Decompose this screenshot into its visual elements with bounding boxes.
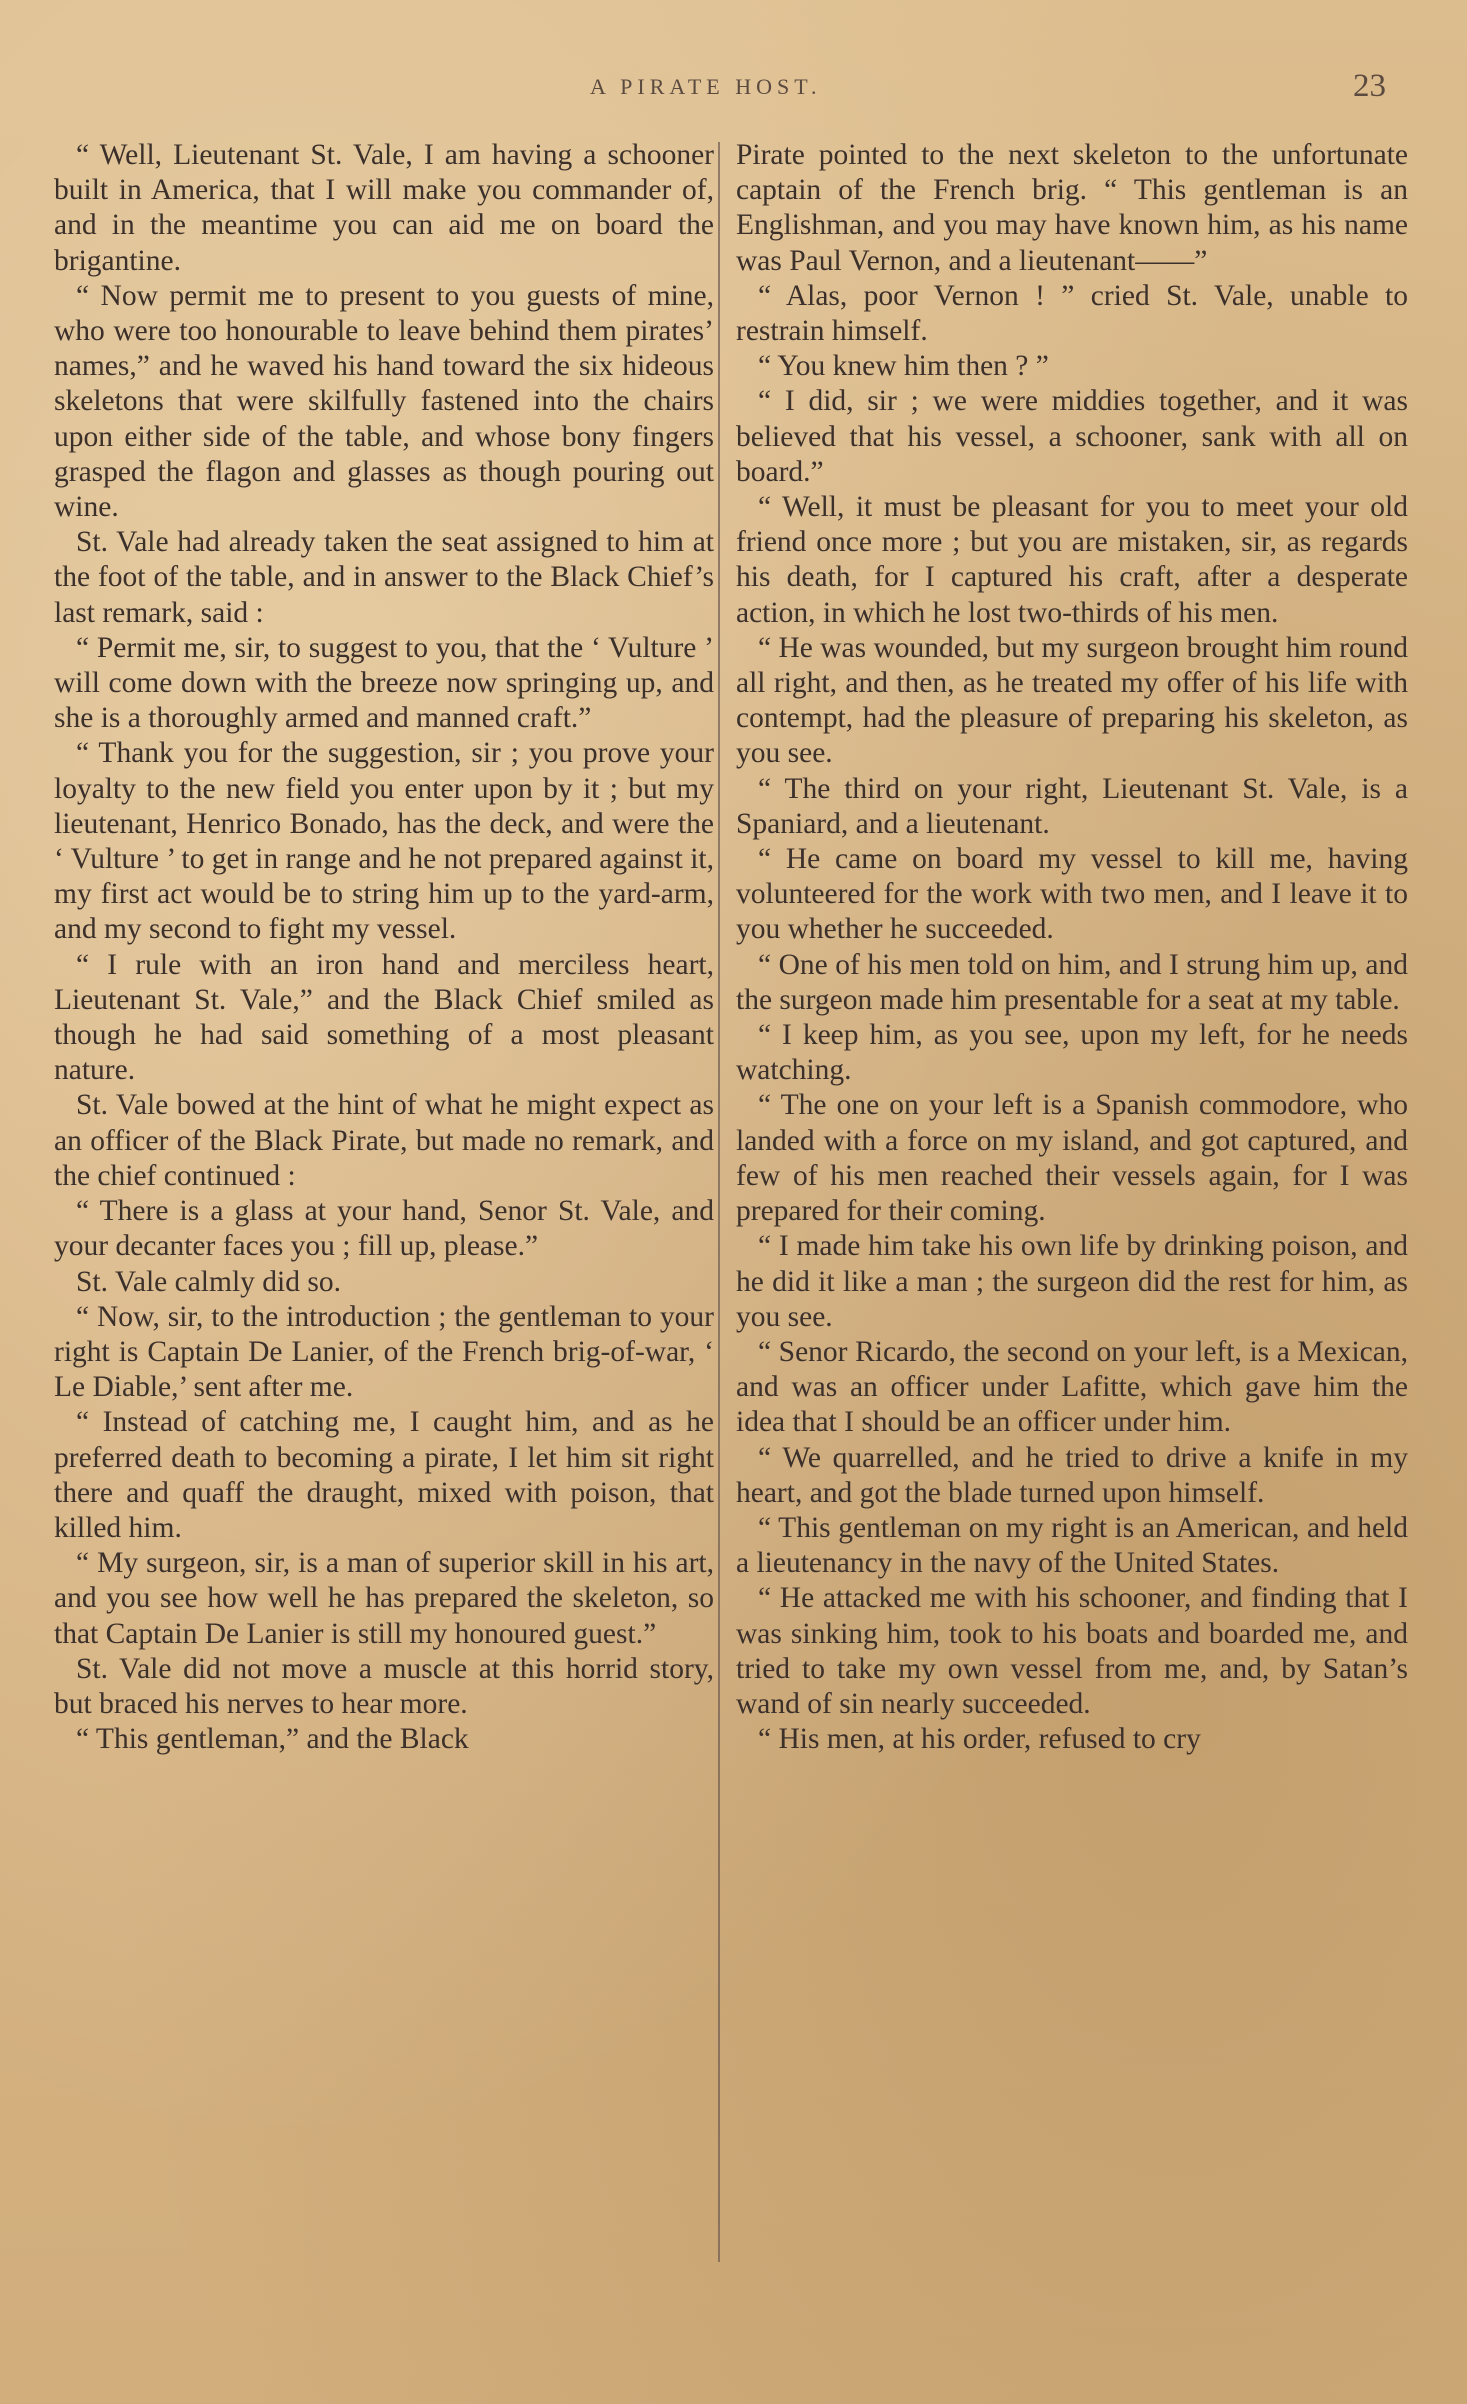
running-head — [0, 68, 1467, 114]
paragraph: “ Now, sir, to the introduction ; the gentleman to your right is Captain De Lanier, of the French brig-of-war, ‘ Le Diable,’ sent after me. — [54, 1300, 714, 1404]
paragraph: Pirate pointed to the next skeleton to the unfortunate captain of the French brig. “ This gentleman is an Englishman, and you may have known him, as his name was Paul Vernon, and a lieutenant——” — [736, 139, 1408, 277]
paragraph: “ I did, sir ; we were middies together, and it was believed that his vessel, a schooner, sank with all on board.” — [736, 385, 1408, 488]
paragraph: St. Vale had already taken the seat assigned to him at the foot of the table, and in answer to the Black Chief’s last remark, said : — [54, 526, 714, 629]
paragraph: “ Thank you for the suggestion, sir ; you prove your loyalty to the new field you enter upon by it ; but my lieutenant, Henrico Bonado, has the deck, and were the ‘ Vulture ’ to get in range and he not prepared against it, my first act would be to string him up to the yard-arm, and my second to fight my vessel. — [54, 737, 714, 946]
running-title: A PIRATE HOST. — [590, 74, 822, 99]
paragraph: “ Now permit me to present to you guests of mine, who were too honourable to leave behind them pirates’ names,” and he waved his hand toward the six hideous skeletons that were skilfully fastened into the chairs upon either side of the table, and whose bony fingers grasped the flagon and glasses as though pouring out wine. — [54, 279, 714, 524]
paragraph: “ He attacked me with his schooner, and finding that I was sinking him, took to his boats and boarded me, and tried to take my own vessel from me, and, by Satan’s wand of sin nearly succeeded. — [736, 1582, 1408, 1720]
paragraph: “ Well, it must be pleasant for you to meet your old friend once more ; but you are mistaken, sir, as regards his death, for I captured his craft, after a desperate action, in which he lost two-thirds of his men. — [736, 491, 1408, 629]
paragraph: “ I made him take his own life by drinking poison, and he did it like a man ; the surgeon did the rest for him, as you see. — [736, 1230, 1408, 1333]
paragraph: “ We quarrelled, and he tried to drive a knife in my heart, and got the blade turned upon himself. — [736, 1441, 1408, 1509]
paragraph: “ You knew him then ? ” — [758, 350, 1049, 383]
page-number: 23 — [1353, 68, 1386, 104]
paragraph: “ The one on your left is a Spanish commodore, who landed with a force on my island, and got captured, and few of his men reached their vessels again, for I was prepared for their coming. — [736, 1089, 1408, 1228]
paragraph: St. Vale bowed at the hint of what he might expect as an officer of the Black Pirate, but made no remark, and the chief continued : — [54, 1089, 714, 1192]
right-column — [736, 138, 1408, 1757]
paragraph: “ Well, Lieutenant St. Vale, I am having a schooner built in America, that I will make you commander of, and in the meantime you can aid me on board the brigantine. — [54, 139, 714, 277]
paragraph: “ Alas, poor Vernon ! ” cried St. Vale, unable to restrain himself. — [736, 279, 1408, 348]
paragraph: “ The third on your right, Lieutenant St. Vale, is a Spaniard, and a lieutenant. — [736, 772, 1408, 840]
paragraph: “ There is a glass at your hand, Senor St. Vale, and your decanter faces you ; fill up, please.” — [54, 1195, 714, 1263]
paragraph: “ One of his men told on him, and I strung him up, and the surgeon made him presentable for a seat at my table. — [736, 948, 1408, 1016]
column-divider — [718, 142, 720, 2262]
paragraph: “ Senor Ricardo, the second on your left, is a Mexican, and was an officer under Lafitte, which gave him the idea that I should be an officer under him. — [736, 1335, 1408, 1439]
paragraph: “ Permit me, sir, to suggest to you, that the ‘ Vulture ’ will come down with the breeze now springing up, and she is a thoroughly armed and manned craft.” — [54, 631, 714, 735]
left-column — [54, 138, 714, 1757]
paragraph: “ This gentleman on my right is an American, and held a lieutenancy in the navy of the United States. — [736, 1511, 1408, 1580]
paragraph: St. Vale calmly did so. — [76, 1265, 341, 1298]
paragraph: “ I rule with an iron hand and merciless heart, Lieutenant St. Vale,” and the Black Chief smiled as though he had said something of a most pleasant nature. — [54, 948, 714, 1087]
paragraph: “ He came on board my vessel to kill me, having volunteered for the work with two men, and I leave it to you whether he succeeded. — [736, 843, 1408, 946]
paragraph: “ My surgeon, sir, is a man of superior skill in his art, and you see how well he has prepared the skeleton, so that Captain De Lanier is still my honoured guest.” — [54, 1547, 714, 1650]
paragraph: “ I keep him, as you see, upon my left, for he needs watching. — [736, 1019, 1408, 1087]
paragraph: “ This gentleman,” and the Black — [76, 1723, 469, 1756]
paragraph: “ Instead of catching me, I caught him, and as he preferred death to becoming a pirate, I let him sit right there and quaff the draught, mixed with poison, that killed him. — [54, 1406, 714, 1544]
paragraph: “ He was wounded, but my surgeon brought him round all right, and then, as he treated my offer of his life with contempt, had the pleasure of preparing his skeleton, as you see. — [736, 631, 1409, 770]
paragraph: St. Vale did not move a muscle at this horrid story, but braced his nerves to hear more. — [54, 1652, 714, 1720]
paragraph: “ His men, at his order, refused to cry — [758, 1723, 1201, 1756]
